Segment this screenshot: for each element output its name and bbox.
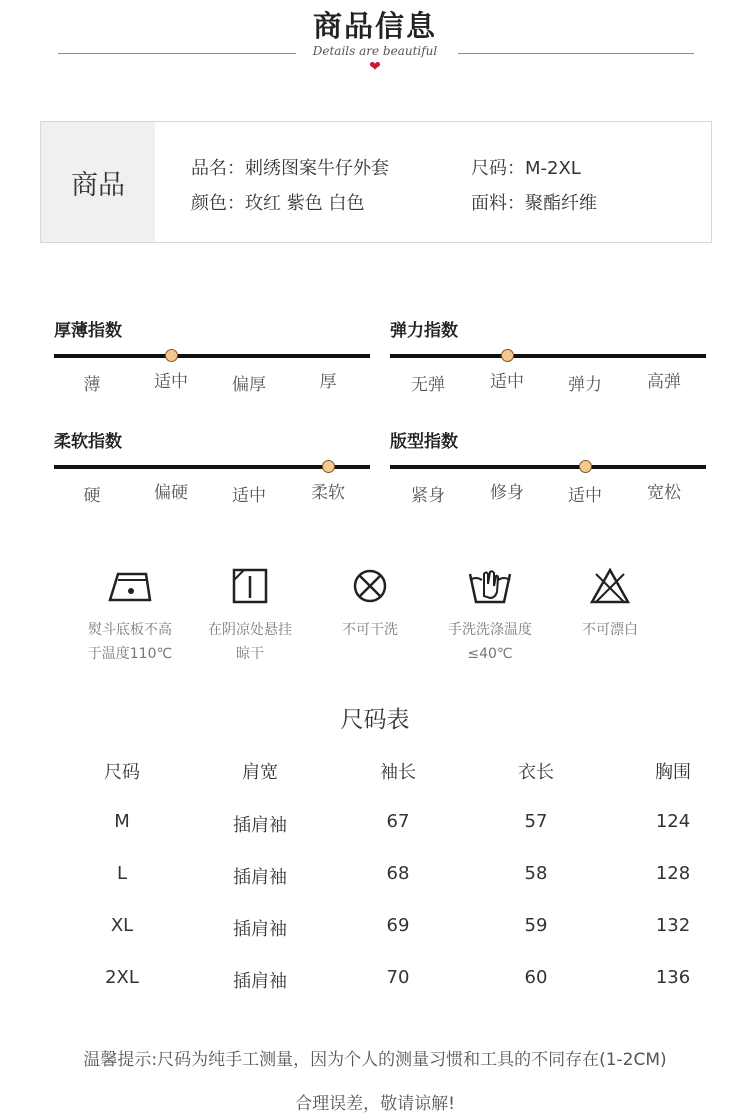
index-track bbox=[54, 354, 370, 358]
index-option-label: 硬 bbox=[83, 486, 101, 506]
index-title: 厚薄指数 bbox=[54, 321, 122, 341]
size-table-cell: 插肩袖 bbox=[233, 867, 287, 888]
size-table-cell: 70 bbox=[386, 967, 410, 988]
index-title: 弹力指数 bbox=[390, 321, 458, 341]
size-table-cell: 60 bbox=[524, 967, 548, 988]
index-option-label: 宽松 bbox=[647, 483, 681, 503]
index-option-label: 偏厚 bbox=[232, 375, 266, 395]
size-table-cell: 136 bbox=[655, 967, 691, 988]
size-table-cell: 插肩袖 bbox=[233, 815, 287, 836]
care-item bbox=[195, 566, 305, 666]
care-label bbox=[195, 618, 305, 666]
size-table-cell: 58 bbox=[524, 863, 548, 884]
care-label bbox=[555, 618, 665, 642]
care-label-line1: 不可干洗 bbox=[342, 622, 398, 638]
care-label-line2: 于温度110℃ bbox=[87, 646, 173, 662]
index-marker bbox=[322, 460, 335, 473]
index-option-label: 适中 bbox=[568, 486, 602, 506]
index-option-label: 柔软 bbox=[311, 483, 345, 503]
index-marker bbox=[501, 349, 514, 362]
product-name: 品名：刺绣图案牛仔外套 bbox=[191, 158, 389, 179]
care-label bbox=[435, 618, 545, 666]
care-label bbox=[315, 618, 425, 642]
index-option-label: 适中 bbox=[154, 372, 188, 392]
index-option-label: 薄 bbox=[83, 375, 101, 395]
size-table-cell: L bbox=[116, 863, 128, 884]
product-info-box bbox=[40, 121, 712, 243]
index-title: 版型指数 bbox=[390, 432, 458, 452]
index-option-label: 偏硬 bbox=[154, 483, 188, 503]
care-label-line2: ≤40℃ bbox=[467, 646, 513, 662]
index-option-label: 弹力 bbox=[568, 375, 602, 395]
size-table-cell: 57 bbox=[524, 811, 548, 832]
index-option-label: 无弹 bbox=[411, 375, 445, 395]
size-table-cell: 128 bbox=[655, 863, 691, 884]
size-table-cell: 124 bbox=[655, 811, 691, 832]
size-table-header: 尺码 bbox=[104, 762, 140, 783]
size-table-header: 袖长 bbox=[380, 762, 416, 783]
iron-icon bbox=[75, 566, 185, 606]
product-size: 尺码：M-2XL bbox=[471, 158, 581, 179]
size-table-cell: XL bbox=[110, 915, 134, 936]
hand-wash-icon bbox=[435, 566, 545, 606]
index-option-label: 修身 bbox=[490, 483, 524, 503]
care-label-line1: 手洗洗涤温度 bbox=[448, 622, 532, 638]
no-bleach-icon bbox=[555, 566, 665, 606]
page-title: 商品信息 bbox=[312, 9, 437, 43]
index-option-label: 适中 bbox=[232, 486, 266, 506]
index-track bbox=[390, 354, 706, 358]
index-marker bbox=[579, 460, 592, 473]
page-subtitle: Details are beautiful bbox=[312, 44, 438, 58]
size-table-title: 尺码表 bbox=[340, 707, 410, 733]
size-table-cell: 67 bbox=[386, 811, 410, 832]
index-option-label: 厚 bbox=[319, 372, 337, 392]
product-label: 商品 bbox=[41, 122, 155, 242]
size-note-line2: 合理误差，敬请谅解! bbox=[295, 1094, 455, 1114]
care-label bbox=[75, 618, 185, 666]
size-table-header: 肩宽 bbox=[242, 762, 278, 783]
index-marker bbox=[165, 349, 178, 362]
index-option-label: 高弹 bbox=[647, 372, 681, 392]
product-color: 颜色：玫红 紫色 白色 bbox=[191, 193, 365, 214]
care-label-line1: 熨斗底板不高 bbox=[88, 622, 172, 638]
index-title: 柔软指数 bbox=[54, 432, 122, 452]
size-table-cell: 插肩袖 bbox=[233, 971, 287, 992]
index-track bbox=[390, 465, 706, 469]
size-table-cell: 2XL bbox=[105, 967, 139, 988]
hang-dry-shade-icon bbox=[195, 566, 305, 606]
size-note-line1: 温馨提示:尺码为纯手工测量，因为个人的测量习惯和工具的不同存在(1-2CM) bbox=[83, 1050, 667, 1070]
size-table-header: 衣长 bbox=[518, 762, 554, 783]
care-item bbox=[555, 566, 665, 642]
care-label-line1: 在阴凉处悬挂 bbox=[208, 622, 292, 638]
care-label-line1: 不可漂白 bbox=[582, 622, 638, 638]
heart-icon: ❤ bbox=[369, 59, 381, 75]
no-dry-clean-icon bbox=[315, 566, 425, 606]
size-table-cell: M bbox=[114, 811, 130, 832]
product-fabric: 面料：聚酯纤维 bbox=[471, 193, 597, 214]
care-label-line2: 晾干 bbox=[236, 646, 264, 662]
index-option-label: 适中 bbox=[490, 372, 524, 392]
index-option-label: 紧身 bbox=[411, 486, 445, 506]
care-item bbox=[315, 566, 425, 642]
size-table-cell: 69 bbox=[386, 915, 410, 936]
care-item bbox=[75, 566, 185, 666]
size-table-header: 胸围 bbox=[655, 762, 691, 783]
size-table-cell: 插肩袖 bbox=[233, 919, 287, 940]
care-item bbox=[435, 566, 545, 666]
size-table-cell: 132 bbox=[655, 915, 691, 936]
size-table-cell: 59 bbox=[524, 915, 548, 936]
size-table-cell: 68 bbox=[386, 863, 410, 884]
